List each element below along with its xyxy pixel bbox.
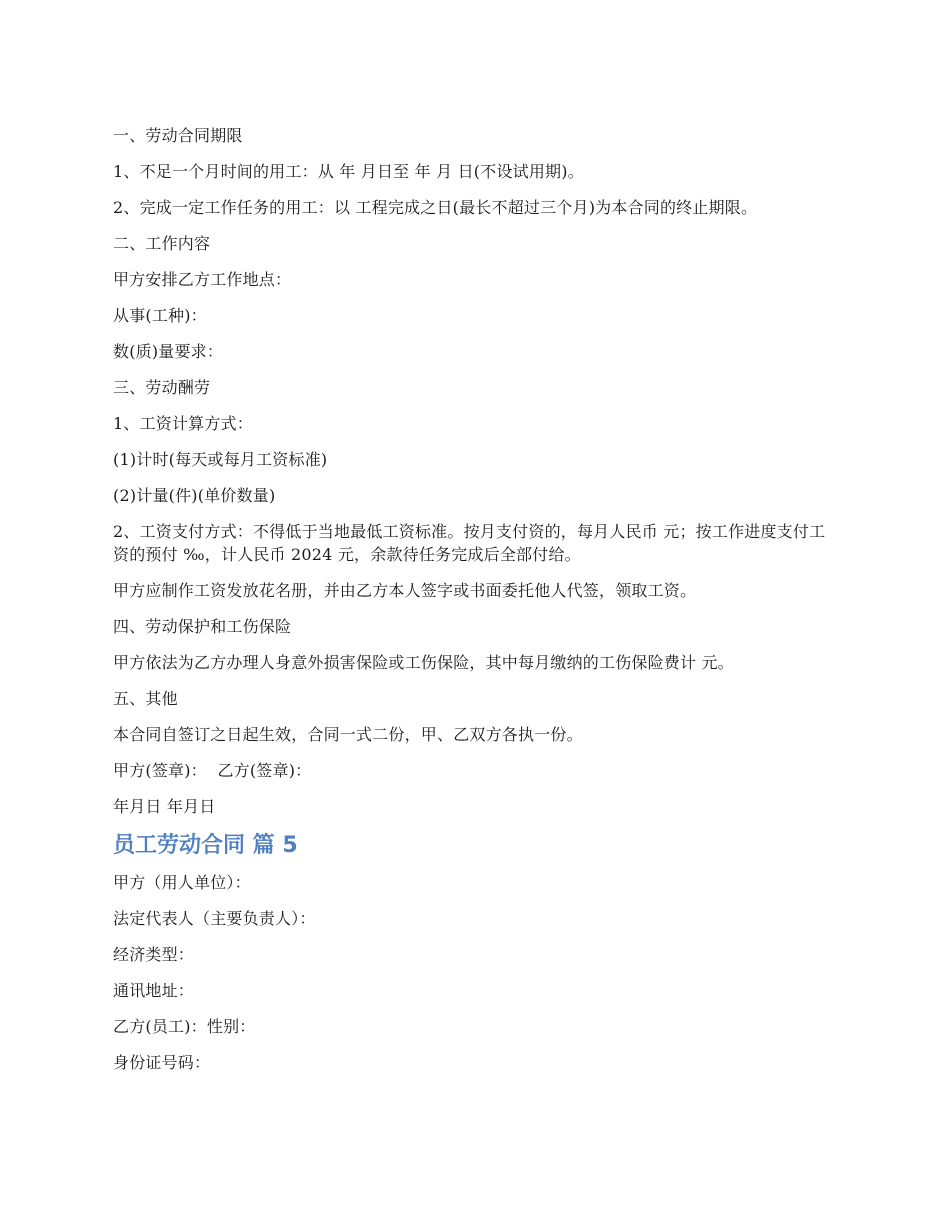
quantity-quality-line: 数(质)量要求： [113, 342, 224, 361]
id-number-line: 身份证号码： [113, 1053, 211, 1072]
remuneration-heading: 三、劳动酬劳 [113, 378, 211, 397]
insurance-line: 甲方依法为乙方办理人身意外损害保险或工伤保险，其中每月缴纳的工伤保险费计 元。 [113, 653, 734, 672]
economic-type-line: 经济类型： [113, 945, 195, 964]
wage-payment-line: 2、工资支付方式：不得低于当地最低工资标准。按月支付资的，每月人民币 元；按工作进度支付工资的预付 ‰，计人民币 2024 元，余款待任务完成后全部付给。 [113, 522, 826, 564]
job-type-line: 从事(工种)： [113, 306, 207, 325]
date-line: 年月日 年月日 [113, 797, 216, 816]
contract-term-heading: 一、劳动合同期限 [113, 126, 243, 145]
signature-line: 甲方(签章)： 乙方(签章)： [113, 761, 312, 780]
legal-representative-line: 法定代表人（主要负责人）： [113, 909, 316, 928]
employee-gender-line: 乙方(员工)：性别： [113, 1017, 256, 1036]
contract-term-item-1: 1、不足一个月时间的用工：从 年 月日至 年 月 日(不设试用期)。 [113, 162, 584, 181]
piece-wage-line: (2)计量(件)(单价数量) [113, 486, 276, 505]
labor-protection-heading: 四、劳动保护和工伤保险 [113, 617, 292, 636]
wage-calculation-line: 1、工资计算方式： [113, 414, 253, 433]
work-location-line: 甲方安排乙方工作地点： [113, 270, 292, 289]
effective-clause-line: 本合同自签订之日起生效，合同一式二份，甲、乙双方各执一份。 [113, 725, 583, 744]
other-heading: 五、其他 [113, 689, 178, 708]
document-page [113, 124, 838, 1087]
section-title: 员工劳动合同 篇 5 [113, 833, 298, 858]
address-line: 通讯地址： [113, 981, 195, 1000]
contract-term-item-2: 2、完成一定工作任务的用工：以 工程完成之日(最长不超过三个月)为本合同的终止期限。 [113, 198, 758, 217]
hourly-wage-line: (1)计时(每天或每月工资标准) [113, 450, 328, 469]
employer-line: 甲方（用人单位）： [113, 873, 251, 892]
work-content-heading: 二、工作内容 [113, 234, 211, 253]
payroll-roster-line: 甲方应制作工资发放花名册，并由乙方本人签字或书面委托他人代签，领取工资。 [113, 581, 697, 600]
